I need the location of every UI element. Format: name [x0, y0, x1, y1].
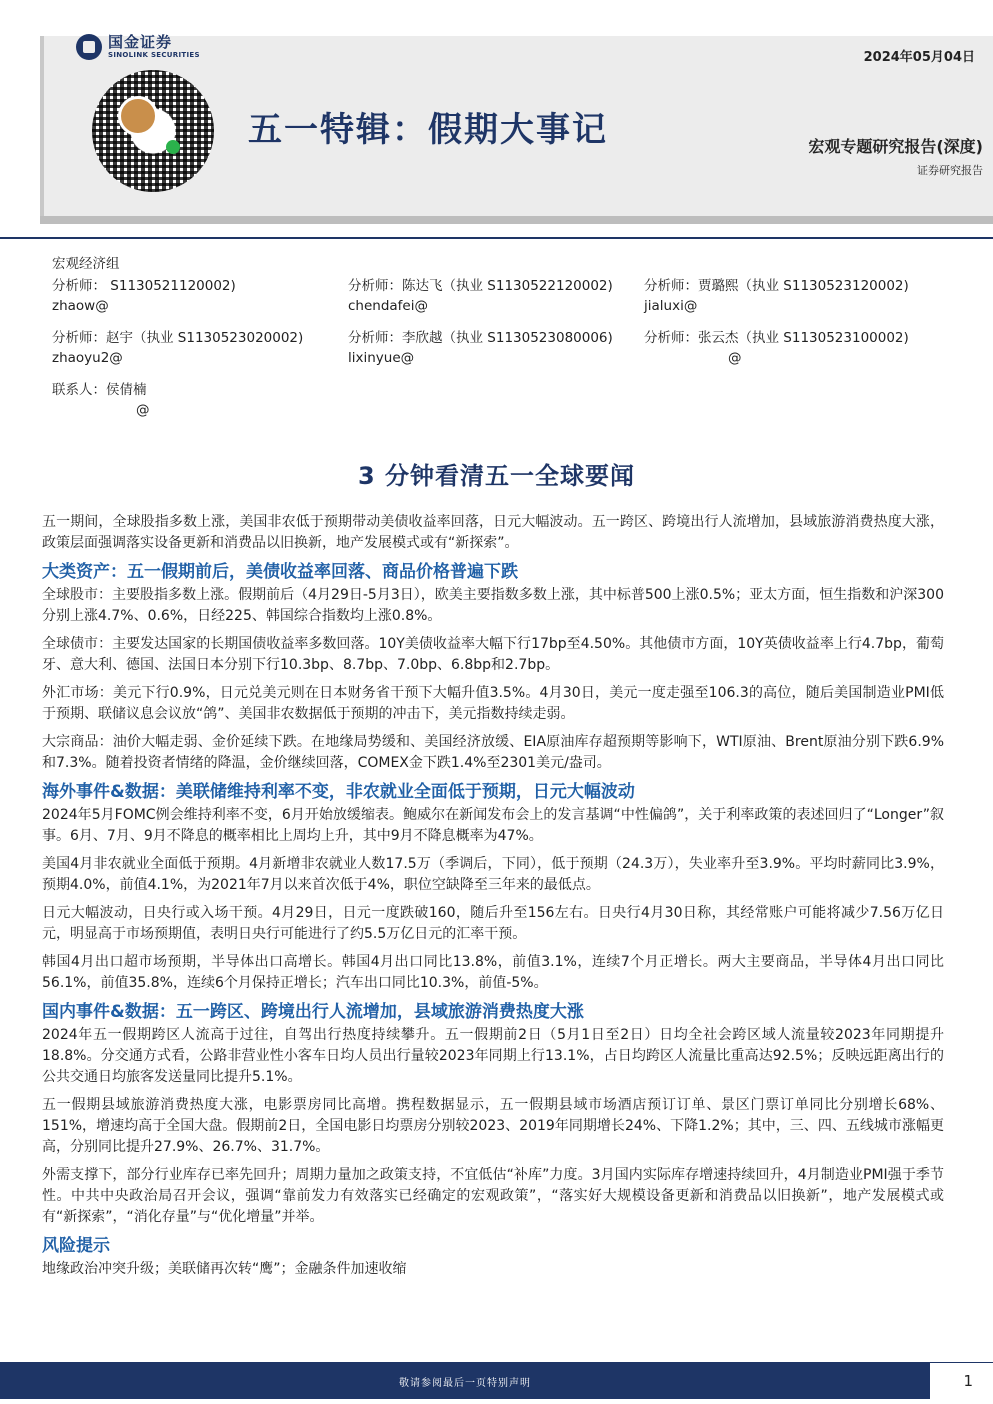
author-line: 分析师： S1130521120002) [52, 278, 236, 294]
paragraph: 外需支撑下，部分行业库存已率先回升；周期力量加之政策支持，不宜低估“补库”力度。3月国内实际库存增速持续回升，4月制造业PMI强于季节性。中共中央政治局召开会议，强调“靠前发力有效落实已经确定的宏观政策”，“落实好大规模设备更新和消费品以旧换新”，地产发展模式或有“新探索”，“消化存量”与“优化增量”并举。 [42, 1167, 944, 1225]
author-row [52, 328, 952, 368]
contact-entry [52, 380, 952, 420]
logo-mark-icon [76, 34, 102, 60]
author-row [52, 276, 952, 316]
paragraph: 外汇市场：美元下行0.9%，日元兑美元则在日本财务省干预下大幅升值3.5%。4月30日，美元一度走强至106.3的高位，随后美国制造业PMI低于预期、联储议息会议放“鸽”、美国非农数据低于预期的冲击下，美元指数持续走弱。 [42, 685, 944, 722]
logo-name-cn: 国金证券 [108, 33, 173, 51]
author-entry [52, 276, 348, 316]
paragraph: 2024年五一假期跨区人流高于过往，自驾出行热度持续攀升。五一假期前2日（5月1日至2日）日均全社会跨区域人流量较2023年同期提升18.8%。分交通方式看，公路非营业性小客车日均人员出行量较2023年同期上行13.1%，占日均跨区人流量比重高达92.5%；反映远距离出行的公共交通日均旅客发送量同比提升5.1%。 [42, 1027, 944, 1085]
report-type: 宏观专题研究报告(深度) [808, 137, 983, 156]
research-group: 宏观经济组 [52, 256, 120, 272]
footer-disclaimer-note: 敬请参阅最后一页特别声明 [399, 1378, 531, 1389]
summary-title: 3 分钟看清五一全球要闻 [357, 462, 636, 490]
paragraph: 全球债市：主要发达国家的长期国债收益率多数回落。10Y美债收益率大幅下行17bp至4.50%。其他债市方面，10Y英债收益率上行4.7bp，葡萄牙、意大利、德国、法国日本分别下行10.3bp、8.7bp、7.0bp、6.8bp和2.7bp。 [42, 636, 944, 673]
contact-email: @ [136, 402, 150, 418]
wechat-mini-program-icon [166, 140, 180, 154]
author-entry [348, 328, 644, 368]
qr-code-icon [92, 70, 214, 192]
author-email: zhaow@ [52, 298, 109, 314]
author-email: jialuxi@ [644, 298, 698, 314]
qr-code-center-logo [118, 96, 158, 136]
author-line: 分析师：李欣越（执业 S1130523080006) [348, 330, 613, 346]
author-email: @ [728, 350, 742, 366]
company-logo [76, 34, 200, 60]
report-date: 2024年05月04日 [863, 50, 975, 65]
paragraph: 韩国4月出口超市场预期，半导体出口高增长。韩国4月出口同比13.8%，前值3.1%，连续7个月正增长。两大主要商品，半导体4月出口同比56.1%，前值35.8%，连续6个月保持正增长；汽车出口同比10.3%，前值-5%。 [42, 954, 944, 991]
paragraph: 五一假期县域旅游消费热度大涨，电影票房同比高增。携程数据显示，五一假期县域市场酒店预订订单、景区门票订单同比分别增长68%、151%，增速均高于全国大盘。假期前2日，全国电影日均票房分别较2023、2019年同期增长24%、下降1.2%；其中，三、四、五线城市涨幅更高，分别同比提升27.9%、26.7%、31.7%。 [42, 1097, 944, 1155]
author-entry [644, 276, 940, 316]
author-entry [644, 328, 940, 368]
author-entry [52, 328, 348, 368]
section-heading-risk: 风险提示 [42, 1236, 110, 1256]
paragraph: 2024年5月FOMC例会维持利率不变，6月开始放缓缩表。鲍威尔在新闻发布会上的发言基调“中性偏鸽”，关于利率政策的表述回归了“Longer”叙事。6月、7月、9月不降息的概率相比上周均上升，其中9月不降息概率为47%。 [42, 807, 944, 844]
header-shadow [40, 216, 993, 224]
paragraph: 日元大幅波动，日央行或入场干预。4月29日，日元一度跌破160，随后升至156左右。日央行4月30日称，其经常账户可能将减少7.56万亿日元，明显高于市场预期值，表明日央行可能进行了约5.5万亿日元的汇率干预。 [42, 905, 944, 942]
section-heading-overseas: 海外事件&数据：美联储维持利率不变，非农就业全面低于预期，日元大幅波动 [42, 782, 635, 802]
author-email: lixinyue@ [348, 350, 415, 366]
header-divider [0, 237, 993, 239]
section-heading-assets: 大类资产：五一假期前后，美债收益率回落、商品价格普遍下跌 [42, 562, 518, 582]
author-email: chendafei@ [348, 298, 428, 314]
report-body [42, 512, 944, 1287]
author-email: zhaoyu2@ [52, 350, 123, 366]
paragraph: 地缘政治冲突升级；美联储再次转“鹰”；金融条件加速收缩 [42, 1261, 407, 1277]
report-category: 证券研究报告 [917, 164, 983, 177]
author-line: 分析师：贾璐熙（执业 S1130523120002) [644, 278, 909, 294]
paragraph: 全球股市：主要股指多数上涨。假期前后（4月29日-5月3日），欧美主要指数多数上涨，其中标普500上涨0.5%；亚太方面，恒生指数和沪深300分别上涨4.7%、0.6%，日经225、韩国综合指数均上涨0.8%。 [42, 587, 944, 624]
contact-name: 联系人：侯倩楠 [52, 382, 147, 398]
author-entry [348, 276, 644, 316]
header-shadow [40, 36, 44, 224]
section-heading-domestic: 国内事件&数据：五一跨区、跨境出行人流增加，县域旅游消费热度大涨 [42, 1002, 584, 1022]
paragraph: 美国4月非农就业全面低于预期。4月新增非农就业人数17.5万（季调后，下同），低于预期（24.3万），失业率升至3.9%。平均时薪同比3.9%，预期4.0%，前值4.1%，为2021年7月以来首次低于4%，职位空缺降至三年来的最低点。 [42, 856, 944, 893]
author-line: 分析师：张云杰（执业 S1130523100002) [644, 330, 909, 346]
logo-name-en: SINOLINK SECURITIES [108, 51, 200, 59]
paragraph: 大宗商品：油价大幅走弱、金价延续下跌。在地缘局势缓和、美国经济放缓、EIA原油库存超预期等影响下，WTI原油、Brent原油分别下跌6.9%和7.3%。随着投资者情绪的降温，金价继续回落，COMEX金下跌1.4%至2301美元/盎司。 [42, 734, 944, 771]
intro-paragraph: 五一期间，全球股指多数上涨，美国非农低于预期带动美债收益率回落，日元大幅波动。五一跨区、跨境出行人流增加，县域旅游消费热度大涨，政策层面强调落实设备更新和消费品以旧换新，地产发展模式或有“新探索”。 [42, 514, 944, 551]
author-line: 分析师：赵宇（执业 S1130523020002) [52, 330, 304, 346]
author-list [52, 254, 952, 420]
report-title: 五一特辑：假期大事记 [248, 110, 608, 150]
author-line: 分析师：陈达飞（执业 S1130522120002) [348, 278, 613, 294]
page-number: 1 [963, 1372, 973, 1390]
